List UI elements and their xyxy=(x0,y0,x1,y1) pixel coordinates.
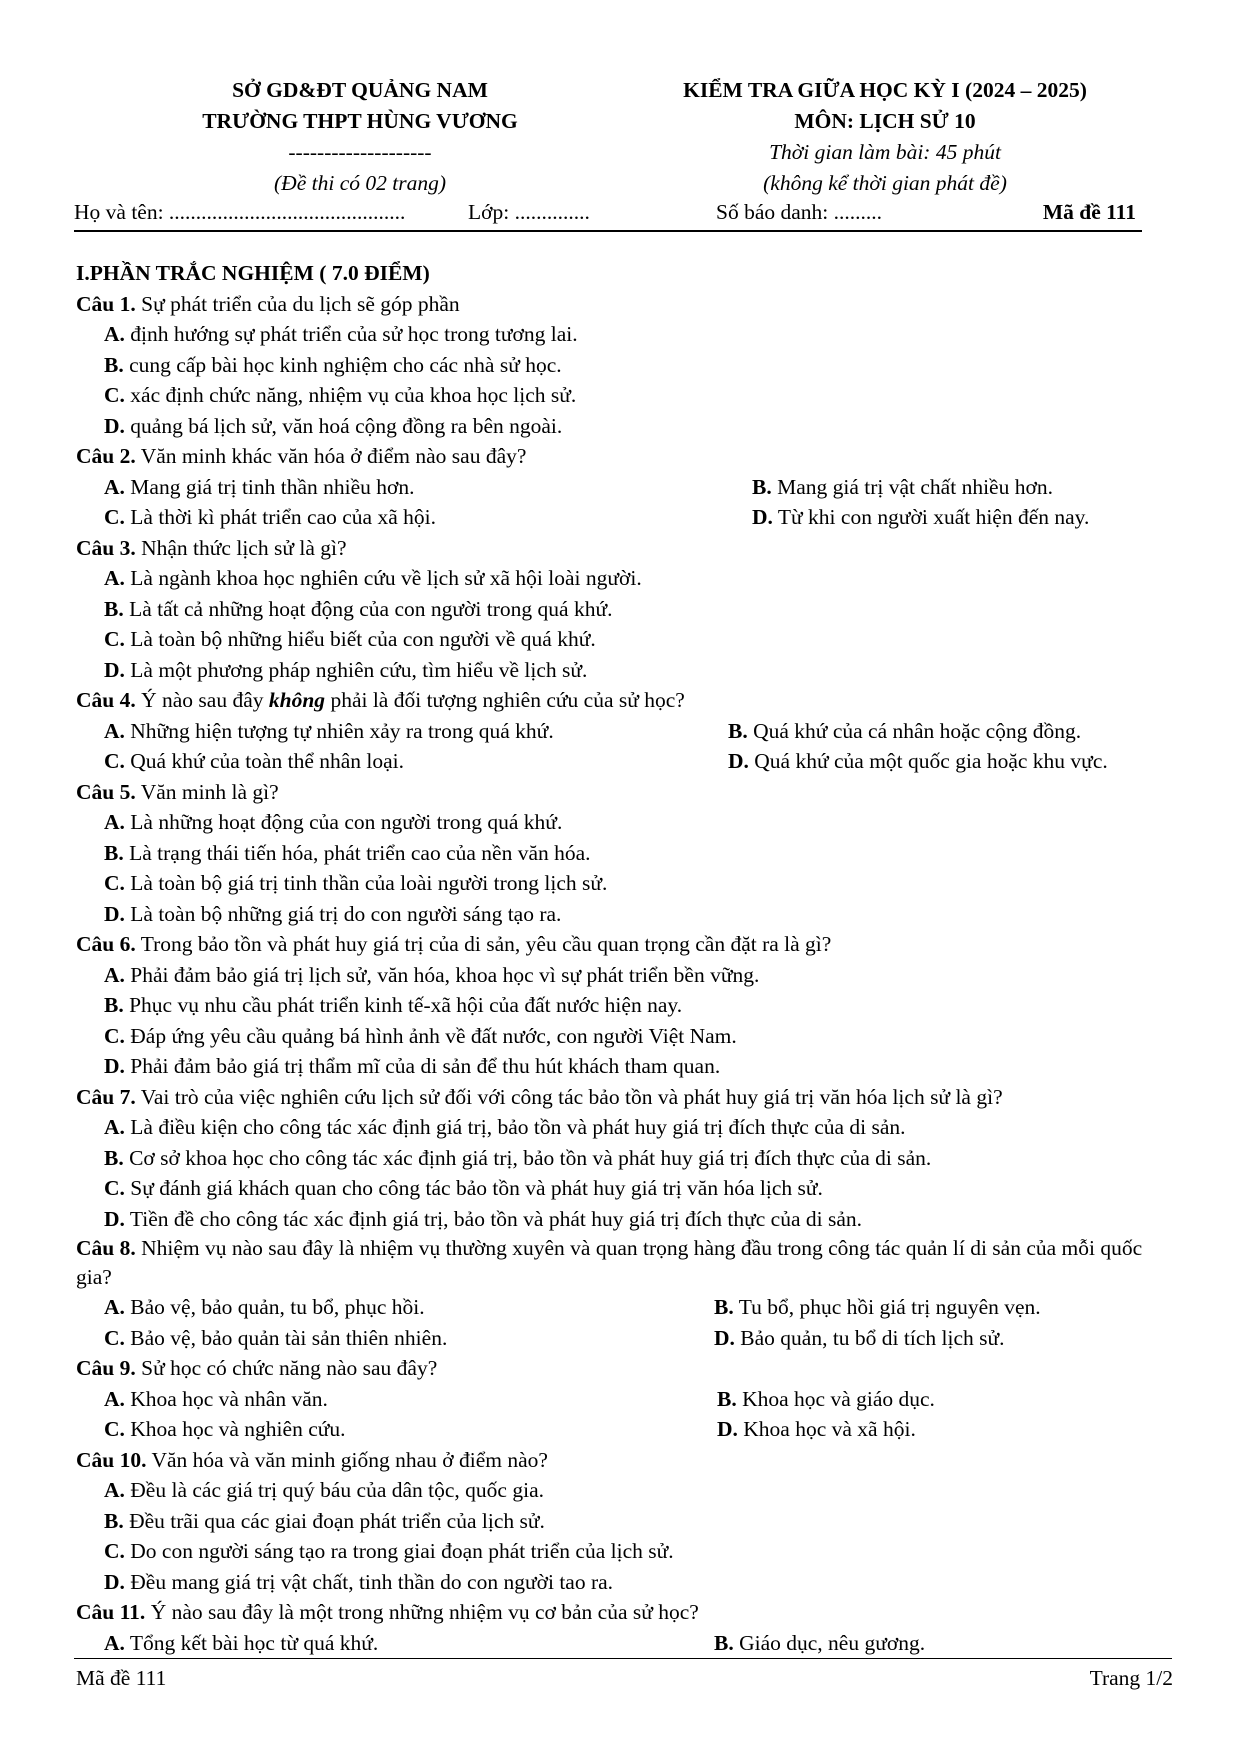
question-text: phải là đối tượng nghiên cứu của sử học? xyxy=(325,688,685,712)
option-key: B. xyxy=(104,1145,124,1170)
question-stem xyxy=(76,1353,1171,1384)
option-text: Khoa học và giáo dục. xyxy=(736,1386,935,1411)
question-stem xyxy=(76,289,1171,320)
option-text: Là ngành khoa học nghiên cứu về lịch sử xã hội loài người. xyxy=(124,566,642,590)
answer-option[interactable] xyxy=(104,1628,378,1659)
exam-code: Mã đề 111 xyxy=(1042,200,1136,224)
option-text: Giáo dục, nêu gương. xyxy=(733,1630,926,1655)
question-label: Câu 10. xyxy=(76,1447,147,1472)
footer-page-number: Trang 1/2 xyxy=(1089,1666,1173,1690)
option-row xyxy=(76,502,1176,533)
school-name: TRƯỜNG THPT HÙNG VƯƠNG xyxy=(202,109,518,133)
question-label: Câu 6. xyxy=(76,932,136,956)
answer-option[interactable] xyxy=(728,716,1081,747)
option-key: A. xyxy=(104,962,125,987)
option-key: D. xyxy=(104,1206,125,1231)
option-key: A. xyxy=(104,1115,125,1139)
option-key: A. xyxy=(104,1630,125,1655)
option-key: C. xyxy=(104,1325,125,1350)
option-text: Tổng kết bài học từ quá khứ. xyxy=(124,1630,379,1655)
header-left xyxy=(150,75,570,199)
answer-option[interactable] xyxy=(104,1051,720,1082)
answer-option[interactable] xyxy=(104,1292,425,1323)
question-emphasis: không xyxy=(268,688,326,712)
answer-option[interactable] xyxy=(104,1021,737,1052)
answer-option[interactable] xyxy=(752,502,1089,533)
option-text: Do con người sáng tạo ra trong giai đoạn phát triển của lịch sử. xyxy=(124,1539,674,1563)
question-text: Nhiệm vụ nào sau đây là nhiệm vụ thường xuyên và quan trọng hàng đầu trong công tác quản lí di sản của mỗi quốc gia? xyxy=(76,1236,1143,1289)
option-key: B. xyxy=(717,1386,737,1411)
answer-option[interactable] xyxy=(104,411,562,442)
answer-option[interactable] xyxy=(104,807,562,838)
option-row xyxy=(76,1536,1176,1567)
question-stem xyxy=(76,1082,1171,1113)
option-key: B. xyxy=(104,1508,124,1533)
option-key: D. xyxy=(752,505,773,529)
answer-option[interactable] xyxy=(717,1384,935,1415)
option-key: B. xyxy=(728,718,748,743)
question-stem xyxy=(76,685,1171,716)
question-text: Nhận thức lịch sử là gì? xyxy=(135,535,347,560)
option-row xyxy=(76,319,1176,350)
option-text: Phục vụ nhu cầu phát triển kinh tế-xã hội của đất nước hiện nay. xyxy=(123,993,683,1017)
option-text: cung cấp bài học kinh nghiệm cho các nhà sử học. xyxy=(123,352,562,377)
option-text: Đáp ứng yêu cầu quảng bá hình ảnh về đất nước, con người Việt Nam. xyxy=(124,1023,737,1048)
question-label: Câu 4. xyxy=(76,688,136,712)
option-text: Phải đảm bảo giá trị thẩm mĩ của di sản để thu hút khách tham quan. xyxy=(124,1054,721,1078)
option-row xyxy=(76,1475,1176,1506)
option-key: B. xyxy=(752,474,772,499)
option-row xyxy=(76,1384,1176,1415)
option-key: D. xyxy=(717,1417,738,1441)
answer-option[interactable] xyxy=(714,1323,1005,1354)
footer-exam-code: Mã đề 111 xyxy=(76,1666,167,1690)
option-row xyxy=(76,411,1176,442)
question xyxy=(76,1597,1176,1658)
answer-option[interactable] xyxy=(104,899,561,930)
question-label: Câu 11. xyxy=(76,1600,146,1624)
question-label: Câu 8. xyxy=(76,1236,136,1260)
option-key: D. xyxy=(104,657,125,682)
option-key: A. xyxy=(104,810,125,834)
option-text: Tiền đề cho công tác xác định giá trị, bảo tồn và phát huy giá trị đích thực của di sản. xyxy=(124,1206,863,1231)
option-key: C. xyxy=(104,383,125,407)
option-key: A. xyxy=(104,1478,125,1502)
answer-option[interactable] xyxy=(104,563,642,594)
question xyxy=(76,685,1176,777)
option-text: Là tất cả những hoạt động của con người trong quá khứ. xyxy=(123,596,613,621)
option-key: A. xyxy=(104,1386,125,1411)
question xyxy=(76,533,1176,686)
answer-option[interactable] xyxy=(104,1143,931,1174)
question xyxy=(76,1234,1176,1353)
exam-title: KIỂM TRA GIỮA HỌC KỲ I (2024 – 2025) xyxy=(683,78,1087,102)
answer-option[interactable] xyxy=(104,350,562,381)
question-text: Văn minh là gì? xyxy=(135,779,279,804)
answer-option[interactable] xyxy=(104,502,436,533)
option-key: B. xyxy=(104,596,124,621)
candidate-number-field[interactable]: Số báo danh: ......... xyxy=(716,200,883,224)
option-row xyxy=(76,1143,1176,1174)
answer-option[interactable] xyxy=(104,380,576,411)
option-text: Đều mang giá trị vật chất, tinh thần do con người tao ra. xyxy=(124,1569,614,1594)
option-text: Bảo vệ, bảo quản tài sản thiên nhiên. xyxy=(124,1325,448,1350)
option-row xyxy=(76,1204,1176,1235)
option-row xyxy=(76,1414,1176,1445)
answer-option[interactable] xyxy=(104,716,554,747)
answer-option[interactable] xyxy=(104,594,612,625)
option-text: quảng bá lịch sử, văn hoá cộng đồng ra bên ngoài. xyxy=(124,413,563,438)
question xyxy=(76,441,1176,533)
option-row xyxy=(76,960,1176,991)
answer-option[interactable] xyxy=(104,1475,544,1506)
option-key: C. xyxy=(104,871,125,895)
option-text: Là trạng thái tiến hóa, phát triển cao của nền văn hóa. xyxy=(123,840,591,865)
option-row xyxy=(76,746,1176,777)
option-text: Là những hoạt động của con người trong quá khứ. xyxy=(124,810,563,834)
option-row xyxy=(76,1051,1176,1082)
option-row xyxy=(76,1292,1176,1323)
answer-option[interactable] xyxy=(104,1323,447,1354)
option-text: xác định chức năng, nhiệm vụ của khoa học lịch sử. xyxy=(124,383,577,407)
question-text: Sự phát triển của du lịch sẽ góp phần xyxy=(135,291,460,316)
question-label: Câu 3. xyxy=(76,535,136,560)
option-row xyxy=(76,655,1176,686)
option-text: Khoa học và nghiên cứu. xyxy=(124,1417,346,1441)
question-label: Câu 1. xyxy=(76,291,136,316)
option-key: C. xyxy=(104,749,125,773)
option-key: C. xyxy=(104,1417,125,1441)
option-row xyxy=(76,716,1176,747)
option-text: Là thời kì phát triển cao của xã hội. xyxy=(124,505,436,529)
answer-option[interactable] xyxy=(104,1536,674,1567)
option-row xyxy=(76,1567,1176,1598)
answer-option[interactable] xyxy=(728,746,1108,777)
question-label: Câu 2. xyxy=(76,444,136,468)
option-text: Khoa học và xã hội. xyxy=(737,1417,916,1441)
question xyxy=(76,1353,1176,1445)
option-key: A. xyxy=(104,1295,125,1319)
question-text: Văn minh khác văn hóa ở điểm nào sau đây? xyxy=(135,444,527,468)
department-name: SỞ GD&ĐT QUẢNG NAM xyxy=(232,78,488,102)
question-text: Vai trò của việc nghiên cứu lịch sử đối với công tác bảo tồn và phát huy giá trị văn hóa lịch sử là gì? xyxy=(135,1084,1003,1109)
answer-option[interactable] xyxy=(104,624,596,655)
question xyxy=(76,777,1176,930)
answer-option[interactable] xyxy=(104,1173,823,1204)
option-row xyxy=(76,990,1176,1021)
exam-time: Thời gian làm bài: 45 phút xyxy=(769,140,1001,164)
question-label: Câu 5. xyxy=(76,779,136,804)
option-row xyxy=(76,899,1176,930)
option-key: A. xyxy=(104,322,125,346)
option-key: D. xyxy=(104,901,125,926)
option-key: B. xyxy=(104,352,124,377)
answer-option[interactable] xyxy=(104,960,759,991)
option-key: A. xyxy=(104,474,125,499)
answer-option[interactable] xyxy=(104,868,607,899)
option-row xyxy=(76,350,1176,381)
option-row xyxy=(76,1021,1176,1052)
option-row xyxy=(76,1506,1176,1537)
option-text: Là toàn bộ giá trị tinh thần của loài người trong lịch sử. xyxy=(124,871,608,895)
option-row xyxy=(76,868,1176,899)
answer-option[interactable] xyxy=(714,1292,1041,1323)
question-text: Văn hóa và văn minh giống nhau ở điểm nào? xyxy=(146,1447,548,1472)
option-row xyxy=(76,1112,1176,1143)
answer-option[interactable] xyxy=(104,472,415,503)
option-row xyxy=(76,838,1176,869)
option-text: Đều là các giá trị quý báu của dân tộc, quốc gia. xyxy=(124,1478,544,1502)
answer-option[interactable] xyxy=(104,1567,613,1598)
answer-option[interactable] xyxy=(104,990,682,1021)
option-text: Quá khứ của một quốc gia hoặc khu vực. xyxy=(748,749,1108,773)
option-key: D. xyxy=(714,1325,735,1350)
option-text: Quá khứ của toàn thể nhân loại. xyxy=(124,749,405,773)
option-row xyxy=(76,472,1176,503)
option-key: B. xyxy=(714,1630,734,1655)
option-text: Khoa học và nhân văn. xyxy=(124,1386,328,1411)
option-row xyxy=(76,594,1176,625)
option-text: Mang giá trị tinh thần nhiều hơn. xyxy=(124,474,415,499)
option-text: Đều trãi qua các giai đoạn phát triển của lịch sử. xyxy=(123,1508,545,1533)
option-text: định hướng sự phát triển của sử học trong tương lai. xyxy=(124,322,578,346)
answer-option[interactable] xyxy=(714,1628,925,1659)
option-key: D. xyxy=(104,1054,125,1078)
student-name-field[interactable]: Họ và tên: ............................................ xyxy=(74,200,406,224)
question-stem xyxy=(76,441,1171,472)
option-row xyxy=(76,624,1176,655)
question xyxy=(76,929,1176,1082)
question-list xyxy=(76,289,1176,1659)
option-text: Là điều kiện cho công tác xác định giá trị, bảo tồn và phát huy giá trị đích thực của di sản. xyxy=(124,1115,906,1139)
header-right xyxy=(625,75,1145,199)
question xyxy=(76,1445,1176,1598)
option-text: Phải đảm bảo giá trị lịch sử, văn hóa, khoa học vì sự phát triển bền vững. xyxy=(124,962,760,987)
question-text: Trong bảo tồn và phát huy giá trị của di sản, yêu cầu quan trọng cần đặt ra là gì? xyxy=(135,932,832,956)
option-key: C. xyxy=(104,1023,125,1048)
question-label: Câu 7. xyxy=(76,1084,136,1109)
option-text: Là toàn bộ những giá trị do con người sáng tạo ra. xyxy=(124,901,562,926)
answer-option[interactable] xyxy=(717,1414,916,1445)
option-text: Mang giá trị vật chất nhiều hơn. xyxy=(771,474,1053,499)
question-stem xyxy=(76,777,1171,808)
option-text: Sự đánh giá khách quan cho công tác bảo tồn và phát huy giá trị văn hóa lịch sử. xyxy=(124,1176,823,1200)
time-note: (không kể thời gian phát đề) xyxy=(763,171,1007,195)
subject-name: MÔN: LỊCH SỬ 10 xyxy=(794,109,976,133)
option-key: B. xyxy=(714,1295,734,1319)
option-row xyxy=(76,1628,1176,1659)
class-field[interactable]: Lớp: .............. xyxy=(468,200,590,224)
option-key: D. xyxy=(104,413,125,438)
question-text: Sử học có chức năng nào sau đây? xyxy=(135,1356,438,1380)
question xyxy=(76,1082,1176,1235)
answer-option[interactable] xyxy=(104,746,404,777)
pages-note: (Đề thi có 02 trang) xyxy=(274,171,446,195)
section-title: I.PHẦN TRẮC NGHIỆM ( 7.0 ĐIỂM) xyxy=(76,261,430,285)
footer-divider xyxy=(74,1658,1172,1659)
exam-content xyxy=(76,258,1176,1658)
answer-option[interactable] xyxy=(104,1112,906,1143)
answer-option[interactable] xyxy=(104,1204,862,1235)
option-text: Những hiện tượng tự nhiên xảy ra trong quá khứ. xyxy=(124,718,554,743)
question-text: Ý nào sau đây là một trong những nhiệm vụ cơ bản của sử học? xyxy=(145,1600,699,1624)
option-text: Tu bổ, phục hồi giá trị nguyên vẹn. xyxy=(733,1295,1041,1319)
question-text: Ý nào sau đây xyxy=(135,688,269,712)
option-row xyxy=(76,807,1176,838)
option-key: C. xyxy=(104,1176,125,1200)
option-key: D. xyxy=(728,749,749,773)
option-text: Bảo quản, tu bổ di tích lịch sử. xyxy=(734,1325,1005,1350)
question-stem xyxy=(76,929,1171,960)
option-key: A. xyxy=(104,718,125,743)
option-key: A. xyxy=(104,566,125,590)
option-row xyxy=(76,380,1176,411)
answer-option[interactable] xyxy=(752,472,1053,503)
option-key: C. xyxy=(104,505,125,529)
option-row xyxy=(76,1173,1176,1204)
option-key: D. xyxy=(104,1569,125,1594)
option-text: Là một phương pháp nghiên cứu, tìm hiểu về lịch sử. xyxy=(124,657,588,682)
answer-option[interactable] xyxy=(104,1414,346,1445)
option-row xyxy=(76,1323,1176,1354)
question-stem xyxy=(76,1445,1171,1476)
answer-option[interactable] xyxy=(104,838,591,869)
option-text: Là toàn bộ những hiểu biết của con người về quá khứ. xyxy=(124,627,596,651)
question-stem xyxy=(76,1597,1171,1628)
option-text: Cơ sở khoa học cho công tác xác định giá trị, bảo tồn và phát huy giá trị đích thực của di sản. xyxy=(123,1145,932,1170)
answer-option[interactable] xyxy=(104,655,587,686)
option-key: B. xyxy=(104,993,124,1017)
answer-option[interactable] xyxy=(104,319,578,350)
question-stem xyxy=(76,1234,1171,1292)
option-text: Bảo vệ, bảo quản, tu bổ, phục hồi. xyxy=(124,1295,425,1319)
option-key: C. xyxy=(104,1539,125,1563)
student-info-line xyxy=(74,200,1142,232)
question-stem xyxy=(76,533,1171,564)
option-text: Quá khứ của cá nhân hoặc cộng đồng. xyxy=(747,718,1082,743)
question xyxy=(76,289,1176,442)
option-key: C. xyxy=(104,627,125,651)
option-row xyxy=(76,563,1176,594)
header-divider: -------------------- xyxy=(288,140,432,164)
answer-option[interactable] xyxy=(104,1384,328,1415)
option-text: Từ khi con người xuất hiện đến nay. xyxy=(772,505,1090,529)
option-key: B. xyxy=(104,840,124,865)
question-label: Câu 9. xyxy=(76,1356,136,1380)
answer-option[interactable] xyxy=(104,1506,545,1537)
